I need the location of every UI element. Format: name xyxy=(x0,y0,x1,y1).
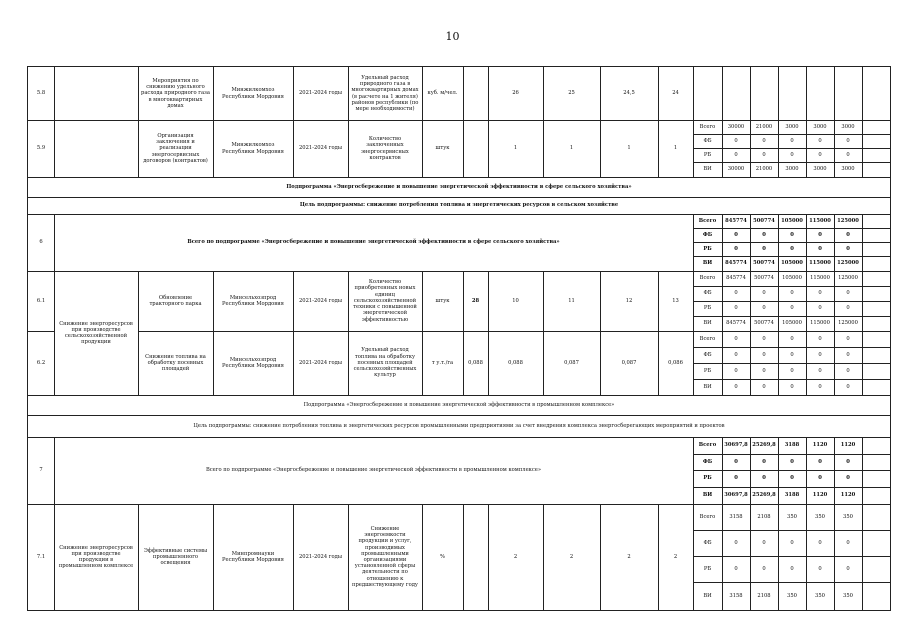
fin-value: 0 xyxy=(818,565,822,572)
fin-value: 0 xyxy=(818,151,822,158)
fin-value: 0 xyxy=(734,458,738,465)
fin-source: ВИ xyxy=(703,383,712,390)
row-number: 7.1 xyxy=(36,553,46,560)
fin-value: 0 xyxy=(734,351,738,358)
indicator-value: 25 xyxy=(568,90,575,97)
period: 2021-2024 годы xyxy=(299,90,342,97)
fin-value: 500774 xyxy=(753,217,775,224)
fin-value: 105000 xyxy=(781,260,803,267)
unit: % xyxy=(440,553,445,560)
fin-value: 0 xyxy=(818,351,822,358)
fin-value: 0 xyxy=(790,231,794,238)
fin-value: 0 xyxy=(790,383,794,390)
indicator-value: 24,5 xyxy=(623,90,635,97)
fin-source: РБ xyxy=(703,565,712,572)
fin-source: ФБ xyxy=(703,290,712,297)
unit: штук xyxy=(435,297,450,304)
indicator-value xyxy=(463,67,488,120)
fin-source: РБ xyxy=(703,305,712,312)
fin-value: 845774 xyxy=(726,275,746,282)
fin-value: 0 xyxy=(818,290,822,297)
subprogram-total-label: Всего по подпрограмме «Энергосбережение и повышение энергетической эффективности в промышленном комплексе» xyxy=(205,467,542,474)
fin-value: 105000 xyxy=(781,217,803,224)
executor: Минпромнауки Республики Мордовия xyxy=(222,550,284,563)
fin-value: 2108 xyxy=(757,592,771,599)
fin-value: 0 xyxy=(734,245,738,252)
indicator-value: 13 xyxy=(672,297,679,304)
fin-source: ФБ xyxy=(702,458,713,465)
fin-value: 21000 xyxy=(755,166,773,173)
subprogram-title: Подпрограмма «Энергосбережение и повышение энергетической эффективности в сфере сельского хозяйства» xyxy=(286,183,632,190)
period: 2021-2024 годы xyxy=(299,297,342,304)
fin-source: РБ xyxy=(703,367,712,374)
fin-source: Всего xyxy=(699,513,716,520)
unit: штук xyxy=(435,145,450,152)
fin-value: 0 xyxy=(734,151,738,158)
fin-value: 1120 xyxy=(840,442,856,449)
fin-source: ВИ xyxy=(703,166,712,173)
indicator-value: 0,086 xyxy=(668,359,683,366)
fin-value: 30000 xyxy=(727,123,745,130)
fin-value: 0 xyxy=(734,290,738,297)
task-name: Снижение энергоресурсов при производстве сельскохозяйственной продукции xyxy=(59,320,133,346)
fin-source: ФБ xyxy=(703,351,712,358)
fin-source: Всего xyxy=(699,335,716,342)
fin-value: 0 xyxy=(734,137,738,144)
row-number: 7 xyxy=(39,467,43,474)
fin-value: 3000 xyxy=(841,166,855,173)
fin-value: 0 xyxy=(762,458,766,465)
fin-value: 3188 xyxy=(784,492,800,499)
event-name: Снижение топлива на обработку посевных площадей xyxy=(145,353,206,373)
executor: Минсельхозпрод Республики Мордовия xyxy=(222,294,284,307)
row-number: 6.2 xyxy=(36,359,46,366)
fin-value: 1120 xyxy=(812,442,828,449)
indicator-value: 1 xyxy=(569,145,574,152)
fin-value: 0 xyxy=(846,305,850,312)
fin-value: 3000 xyxy=(813,166,827,173)
fin-value: 115000 xyxy=(809,260,831,267)
fin-value: 845774 xyxy=(726,320,746,327)
fin-value: 0 xyxy=(846,151,850,158)
unit: т у.т./га xyxy=(431,359,454,366)
fin-value: 0 xyxy=(818,383,822,390)
fin-value: 125000 xyxy=(837,217,859,224)
subprogram-goal: Цель подпрограммы: снижение потребления топлива и энергетических ресурсов промышленными предприятиями за счет внедрения комплекса энергосберегающих мероприятий и проектов xyxy=(193,422,725,429)
fin-value: 115000 xyxy=(809,217,831,224)
indicator-value: 2 xyxy=(673,553,678,560)
fin-source: ВИ xyxy=(702,492,713,499)
fin-value: 0 xyxy=(790,539,794,546)
fin-value: 0 xyxy=(818,335,822,342)
fin-value: 0 xyxy=(762,137,766,144)
fin-value: 500774 xyxy=(753,260,775,267)
fin-value: 105000 xyxy=(782,320,802,327)
fin-value: 0 xyxy=(734,367,738,374)
executor: Минжилкомхоз Республики Мордовия xyxy=(222,87,284,100)
fin-value: 105000 xyxy=(782,275,802,282)
indicator-value: 0,088 xyxy=(468,359,483,366)
indicator-value: 12 xyxy=(625,297,633,304)
fin-value: 125000 xyxy=(838,320,858,327)
fin-source: РБ xyxy=(703,151,712,158)
fin-value: 0 xyxy=(846,539,850,546)
indicator: Снижение энергоемкости продукции и услуг, производимых промышленными организациями установленной сферы деятельности по отношению к предшествующему году xyxy=(352,525,418,588)
fin-value: 500774 xyxy=(754,320,774,327)
fin-value: 115000 xyxy=(810,320,830,327)
fin-source: ФБ xyxy=(703,137,712,144)
fin-value: 350 xyxy=(843,513,853,520)
indicator-value xyxy=(463,120,488,177)
indicator: Удельный расход природного газа в многоквартирных домах (в расчете на 1 жителя) районов республики (по мере необходимости) xyxy=(351,74,419,112)
fin-value: 125000 xyxy=(837,260,859,267)
fin-value: 350 xyxy=(787,592,797,599)
fin-value: 0 xyxy=(762,305,766,312)
fin-value: 0 xyxy=(846,383,850,390)
fin-value: 0 xyxy=(762,290,766,297)
fin-value: 0 xyxy=(818,231,822,238)
fin-value: 0 xyxy=(818,475,822,482)
fin-value: 350 xyxy=(787,513,797,520)
fin-value: 0 xyxy=(734,231,738,238)
fin-value: 3188 xyxy=(784,442,800,449)
fin-value: 0 xyxy=(846,245,850,252)
fin-value: 0 xyxy=(818,539,822,546)
fin-value: 0 xyxy=(790,475,794,482)
fin-value: 0 xyxy=(790,351,794,358)
fin-value: 0 xyxy=(846,475,850,482)
fin-value: 1120 xyxy=(812,492,828,499)
event-name: Мероприятия по снижению удельного расхода природного газа в многоквартирных домах xyxy=(141,77,210,109)
fin-value: 0 xyxy=(762,367,766,374)
fin-value: 0 xyxy=(734,565,738,572)
fin-value: 3000 xyxy=(841,123,855,130)
period: 2021-2024 годы xyxy=(299,359,342,366)
fin-value: 0 xyxy=(762,383,766,390)
fin-source: РБ xyxy=(703,475,712,482)
executor: Минсельхозпрод Республики Мордовия xyxy=(222,356,284,369)
row-number: 5.8 xyxy=(36,90,46,97)
fin-source: ВИ xyxy=(703,592,712,599)
fin-value: 3000 xyxy=(785,166,799,173)
fin-value: 0 xyxy=(790,245,794,252)
fin-value: 0 xyxy=(762,565,766,572)
fin-value: 0 xyxy=(790,151,794,158)
fin-value: 350 xyxy=(815,513,825,520)
indicator-value: 1 xyxy=(627,145,631,152)
fin-value: 500774 xyxy=(754,275,774,282)
executor: Минжилкомхоз Республики Мордовия xyxy=(222,142,284,155)
indicator: Удельный расход топлива на обработку посевных площадей сельскохозяйственных культур xyxy=(353,347,417,379)
fin-source: ФБ xyxy=(702,231,713,238)
fin-value: 0 xyxy=(846,335,850,342)
fin-value: 0 xyxy=(790,290,794,297)
fin-value: 21000 xyxy=(755,123,773,130)
fin-source: Всего xyxy=(698,442,717,449)
fin-value: 0 xyxy=(762,475,766,482)
indicator-value: 0,087 xyxy=(564,359,579,366)
fin-value: 0 xyxy=(846,367,850,374)
fin-value: 0 xyxy=(790,137,794,144)
task-name: Снижение энергоресурсов при производстве продукции в промышленном комплексе xyxy=(58,544,134,570)
indicator-value: 2 xyxy=(627,553,631,560)
fin-source: Всего xyxy=(699,123,716,130)
fin-value: 0 xyxy=(762,351,766,358)
fin-value: 3000 xyxy=(813,123,827,130)
period: 2021-2024 годы xyxy=(299,553,342,560)
fin-value: 0 xyxy=(762,245,766,252)
indicator-value: 11 xyxy=(568,297,575,304)
fin-value: 0 xyxy=(846,351,850,358)
fin-value: 0 xyxy=(762,231,766,238)
fin-value: 30000 xyxy=(727,166,745,173)
event-name: Обновление тракторного парка xyxy=(149,294,202,307)
fin-source: РБ xyxy=(703,245,712,252)
fin-value: 30697,8 xyxy=(724,442,748,449)
fin-source: ВИ xyxy=(703,320,712,327)
indicator: Количество заключенных энергосервисных контрактов xyxy=(361,136,409,161)
indicator: Количество приобретенных новых единиц сельскохозяйственной техники с повышенной энергетической эффективностью xyxy=(353,279,417,323)
fin-value: 0 xyxy=(762,539,766,546)
fin-value: 0 xyxy=(734,475,738,482)
indicator-value: 0,088 xyxy=(508,359,523,366)
fin-value: 115000 xyxy=(810,275,830,282)
fin-value: 0 xyxy=(818,245,822,252)
period: 2021-2024 годы xyxy=(299,145,342,152)
fin-value: 0 xyxy=(790,335,794,342)
fin-value: 0 xyxy=(734,335,738,342)
fin-value: 350 xyxy=(843,592,853,599)
indicator-value: 2 xyxy=(513,553,518,560)
row-number: 6.1 xyxy=(36,297,46,304)
fin-value: 0 xyxy=(846,137,850,144)
event-name: Эффективные системы промышленного освещения xyxy=(143,547,208,567)
fin-value: 0 xyxy=(734,383,738,390)
indicator-value: 1 xyxy=(513,145,518,152)
indicator-value: 10 xyxy=(512,297,519,304)
fin-value: 0 xyxy=(790,305,794,312)
subprogram-total-label: Всего по подпрограмме «Энергосбережение и повышение энергетической эффективности в сфере сельского хозяйства» xyxy=(187,239,560,246)
fin-source: ФБ xyxy=(703,539,712,546)
fin-value: 0 xyxy=(790,367,794,374)
event-name: Организация заключения и реализации энергосервисных договоров (контрактов) xyxy=(143,132,208,164)
fin-value: 1120 xyxy=(840,492,856,499)
row-number: 5.9 xyxy=(36,145,46,152)
indicator-value xyxy=(463,504,488,610)
fin-value: 350 xyxy=(815,592,825,599)
fin-source: Всего xyxy=(699,275,716,282)
fin-value: 125000 xyxy=(838,275,858,282)
row-number: 6 xyxy=(39,239,43,246)
fin-value: 3158 xyxy=(729,592,743,599)
page-number: 10 xyxy=(445,30,460,43)
indicator-value: 0,087 xyxy=(621,359,637,366)
fin-value: 0 xyxy=(818,458,822,465)
fin-value: 845774 xyxy=(725,217,747,224)
indicator-value: 24 xyxy=(672,90,679,97)
fin-value: 0 xyxy=(818,305,822,312)
fin-value: 0 xyxy=(790,565,794,572)
indicator-value: 28 xyxy=(471,297,480,304)
fin-source: Всего xyxy=(698,217,717,224)
fin-value: 0 xyxy=(846,458,850,465)
indicator-value: 26 xyxy=(512,90,519,97)
unit: куб. м/чел. xyxy=(427,90,458,97)
fin-source: ВИ xyxy=(702,260,713,267)
fin-value: 845774 xyxy=(725,260,747,267)
fin-value: 0 xyxy=(818,137,822,144)
fin-value: 0 xyxy=(734,305,738,312)
indicator-value: 1 xyxy=(673,145,678,152)
fin-value: 3158 xyxy=(729,513,743,520)
program-table xyxy=(27,66,891,611)
fin-value: 0 xyxy=(790,458,794,465)
fin-value: 2108 xyxy=(757,513,771,520)
fin-value: 25269,8 xyxy=(752,442,776,449)
fin-value: 0 xyxy=(818,367,822,374)
fin-value: 0 xyxy=(846,290,850,297)
indicator-value: 2 xyxy=(569,553,574,560)
fin-value: 25269,8 xyxy=(752,492,776,499)
fin-value: 0 xyxy=(846,565,850,572)
fin-value: 0 xyxy=(734,539,738,546)
subprogram-goal: Цель подпрограммы: снижение потребления топлива и энергетических ресурсов в сельском хозяйстве xyxy=(299,202,619,209)
subprogram-title: Подпрограмма «Энергосбережение и повышение энергетической эффективности в промышленном комплексе» xyxy=(303,401,615,408)
fin-value: 3000 xyxy=(785,123,799,130)
fin-value: 0 xyxy=(762,335,766,342)
fin-value: 0 xyxy=(846,231,850,238)
fin-value: 0 xyxy=(762,151,766,158)
fin-value: 30697,8 xyxy=(724,492,748,499)
